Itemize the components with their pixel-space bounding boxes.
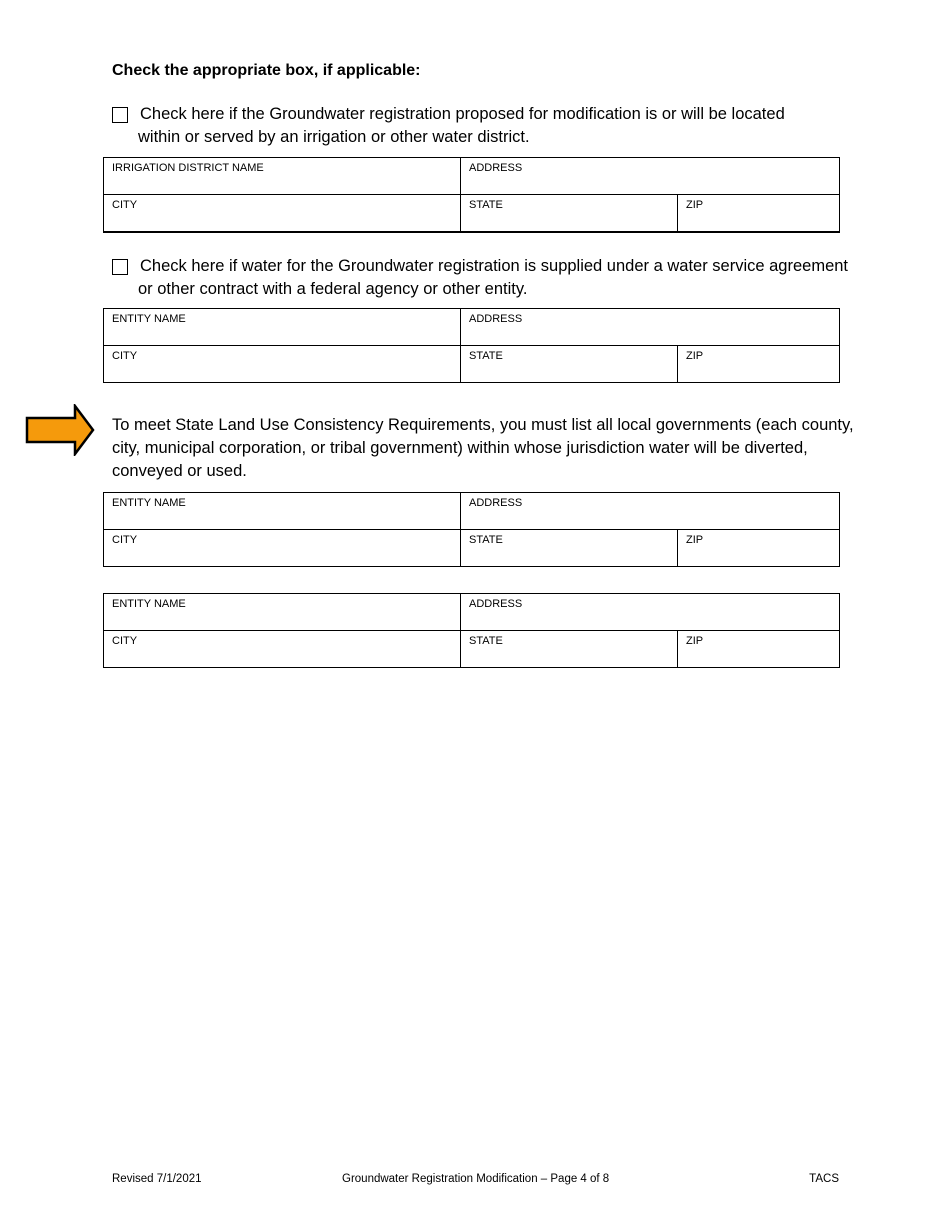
footer-code: TACS xyxy=(809,1173,839,1185)
footer-page-info: Groundwater Registration Modification – Page 4 of 8 xyxy=(342,1173,610,1185)
water-service-text-line1: Check here if water for the Groundwater registration is supplied under a water service agreement xyxy=(140,257,849,275)
field-label: ZIP xyxy=(686,199,704,211)
irrigation-district-option xyxy=(112,103,902,149)
field-label: ADDRESS xyxy=(469,598,523,610)
entity-city-field[interactable] xyxy=(104,631,461,668)
field-label: ZIP xyxy=(686,534,704,546)
field-label: ZIP xyxy=(686,350,704,362)
entity-address-field[interactable] xyxy=(461,309,840,346)
field-label: ZIP xyxy=(686,635,704,647)
irrigation-district-name-field[interactable] xyxy=(104,158,461,195)
entity-address-field[interactable] xyxy=(461,594,840,631)
entity-city-field[interactable] xyxy=(104,346,461,383)
land-use-notice: To meet State Land Use Consistency Requirements, you must list all local governments (each county, city, municipal corporation, or tribal government) within whose jurisdiction water will be diverted, conveyed or used. xyxy=(112,416,854,480)
entity-zip-field[interactable] xyxy=(678,346,840,383)
field-label: ADDRESS xyxy=(469,497,523,509)
field-label: ENTITY NAME xyxy=(112,497,186,509)
irrigation-district-table xyxy=(103,157,840,233)
section-heading: Check the appropriate box, if applicable: xyxy=(112,62,421,79)
field-label: STATE xyxy=(469,199,503,211)
water-service-checkbox[interactable] xyxy=(112,259,128,275)
water-service-entity-table xyxy=(103,308,840,383)
entity-state-field[interactable] xyxy=(461,346,678,383)
irrigation-option-text-line2: within or served by an irrigation or other water district. xyxy=(138,128,530,146)
field-label: STATE xyxy=(469,534,503,546)
local-government-table-1 xyxy=(103,492,840,567)
irrigation-address-field[interactable] xyxy=(461,158,840,195)
irrigation-district-checkbox[interactable] xyxy=(112,107,128,123)
field-label: IRRIGATION DISTRICT NAME xyxy=(112,162,264,174)
field-label: CITY xyxy=(112,534,138,546)
entity-city-field[interactable] xyxy=(104,530,461,567)
water-service-option xyxy=(112,255,902,301)
field-label: ADDRESS xyxy=(469,313,523,325)
field-label: CITY xyxy=(112,635,138,647)
field-label: CITY xyxy=(112,199,138,211)
entity-zip-field[interactable] xyxy=(678,530,840,567)
local-government-table-2 xyxy=(103,593,840,668)
field-label: ENTITY NAME xyxy=(112,313,186,325)
irrigation-state-field[interactable] xyxy=(461,195,678,232)
footer-revised-date: Revised 7/1/2021 xyxy=(112,1173,202,1185)
field-label: CITY xyxy=(112,350,138,362)
field-label: ENTITY NAME xyxy=(112,598,186,610)
entity-address-field[interactable] xyxy=(461,493,840,530)
entity-state-field[interactable] xyxy=(461,631,678,668)
irrigation-zip-field[interactable] xyxy=(678,195,840,232)
entity-zip-field[interactable] xyxy=(678,631,840,668)
field-label: ADDRESS xyxy=(469,162,523,174)
irrigation-option-text-line1: Check here if the Groundwater registration proposed for modification is or will be located xyxy=(140,105,785,123)
entity-state-field[interactable] xyxy=(461,530,678,567)
arrow-right-icon xyxy=(25,404,95,456)
entity-name-field[interactable] xyxy=(104,493,461,530)
irrigation-city-field[interactable] xyxy=(104,195,461,232)
water-service-text-line2: or other contract with a federal agency or other entity. xyxy=(138,280,528,298)
entity-name-field[interactable] xyxy=(104,309,461,346)
entity-name-field[interactable] xyxy=(104,594,461,631)
field-label: STATE xyxy=(469,635,503,647)
field-label: STATE xyxy=(469,350,503,362)
